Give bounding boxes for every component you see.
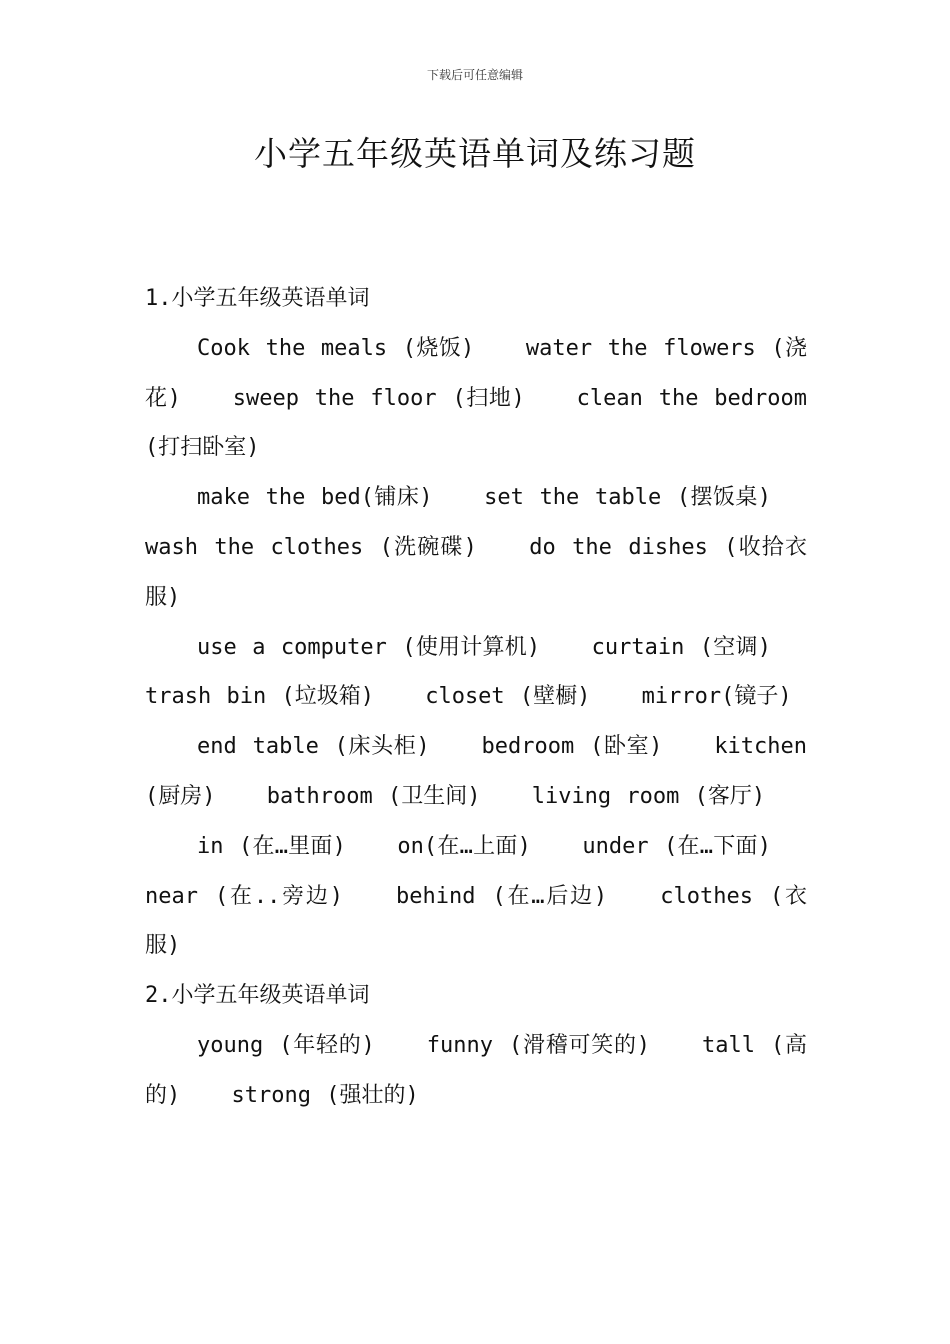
vocab-item: bedroom (卧室)	[481, 734, 663, 760]
vocab-item: sweep the floor (扫地)	[232, 385, 525, 411]
vocab-item: water the flowers (浇花)	[145, 335, 807, 411]
vocab-paragraph	[145, 722, 807, 822]
vocab-item: Cook the meals (烧饭)	[197, 335, 475, 361]
vocab-item: use a computer (使用计算机)	[197, 634, 541, 660]
vocab-item: clean the bedroom (打扫卧室)	[145, 385, 808, 461]
vocab-item: make the bed(铺床)	[197, 485, 433, 511]
vocab-item: behind (在…后边)	[395, 883, 608, 909]
document-title: 小学五年级英语单词及练习题	[254, 134, 696, 173]
vocab-item: do the dishes (收拾衣服)	[145, 534, 807, 610]
vocab-item: in (在…里面)	[197, 833, 346, 859]
vocab-item: tall (高的)	[145, 1032, 807, 1108]
vocab-paragraph	[145, 324, 807, 473]
vocab-item: young (年轻的)	[197, 1032, 375, 1058]
header-note: 下载后可任意编辑	[426, 68, 523, 82]
vocab-item: closet (壁橱)	[425, 684, 591, 710]
vocab-item: curtain (空调)	[591, 634, 772, 660]
document-body	[145, 274, 807, 1121]
vocab-item: kitchen (厨房)	[145, 734, 808, 809]
vocab-item: funny (滑稽可笑的)	[426, 1032, 650, 1058]
vocab-item: near (在..旁边)	[145, 883, 343, 909]
section-heading: 1.小学五年级英语单词	[145, 286, 370, 311]
vocab-item: living room (客厅)	[531, 783, 766, 809]
vocab-item: under (在…下面)	[582, 833, 772, 859]
vocab-item: clothes (衣服)	[145, 883, 808, 959]
vocab-item: trash bin (垃圾箱)	[145, 684, 374, 710]
vocab-item: set the table (摆饭桌)	[484, 485, 771, 511]
vocab-paragraph	[145, 822, 807, 971]
section-2	[145, 971, 807, 1120]
vocab-paragraph	[145, 473, 807, 622]
vocab-item: strong (强壮的)	[231, 1082, 419, 1108]
vocab-paragraph	[145, 623, 807, 723]
vocab-item: wash the clothes (洗碗碟)	[145, 534, 477, 560]
vocab-paragraph	[145, 1021, 807, 1121]
vocab-item: mirror(镜子)	[641, 684, 792, 710]
vocab-item: end table (床头柜)	[197, 734, 430, 760]
section-1	[145, 274, 807, 971]
vocab-item: on(在…上面)	[397, 833, 531, 859]
vocab-item: bathroom (卫生间)	[266, 783, 481, 809]
section-heading: 2.小学五年级英语单词	[145, 983, 370, 1009]
